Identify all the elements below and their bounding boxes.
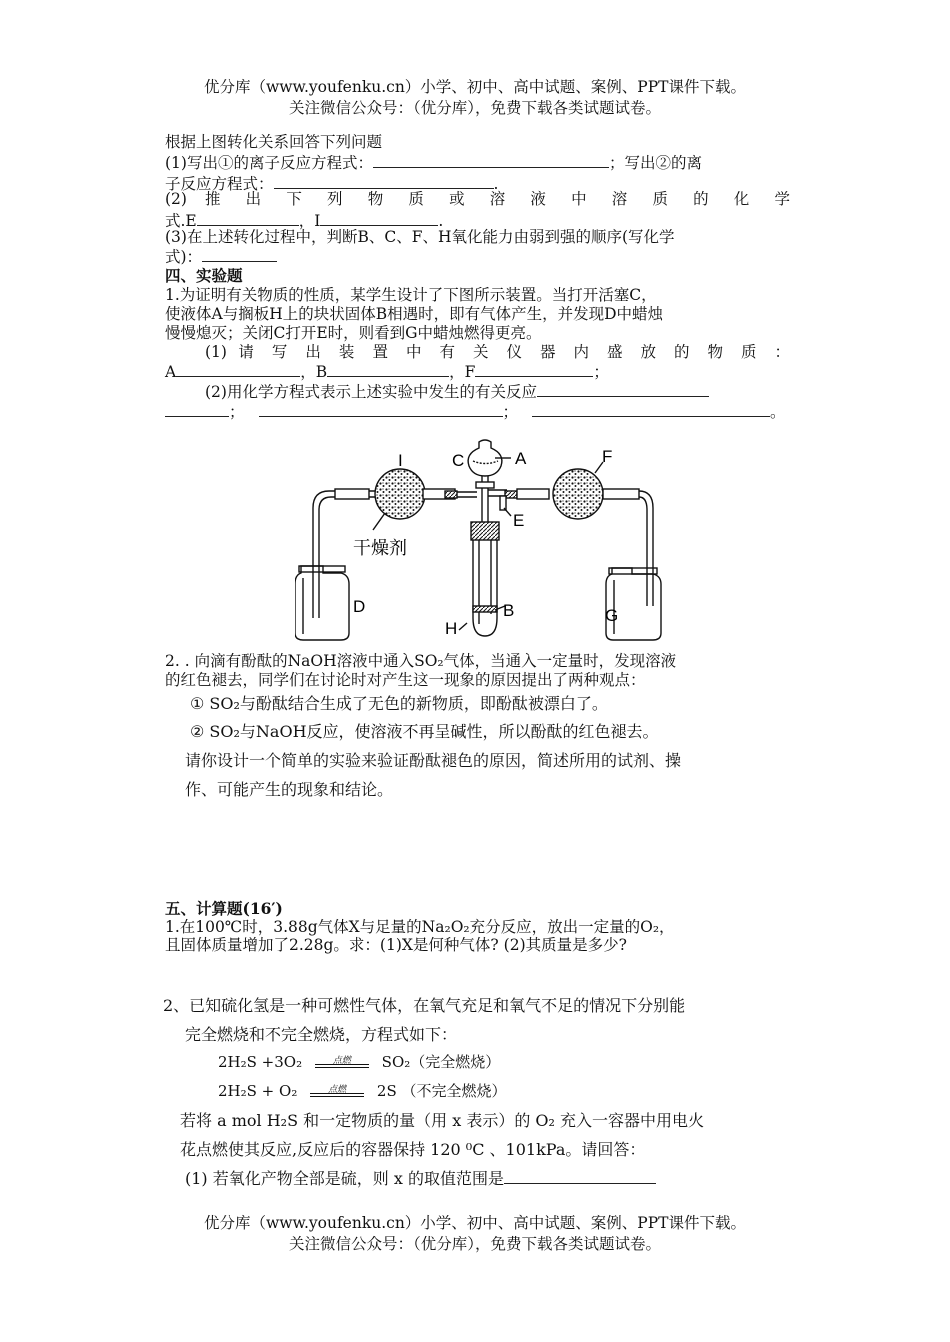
sub1-f-label: ，F xyxy=(449,363,476,381)
part3-q2-line1: (2) 推 出 下 列 物 质 或 溶 液 中 溶 质 的 化 学 xyxy=(165,190,790,208)
eq2-condition: 点燃 xyxy=(328,1085,347,1095)
answer-blank-x-range[interactable] xyxy=(504,1168,656,1184)
equation-2 xyxy=(218,1081,843,1102)
answer-blank-eq1-cont[interactable] xyxy=(165,401,229,417)
part4-p1-line2: 使液体A与搁板H上的块状固体B相遇时，即有气体产生，并发现D中蜡烛 xyxy=(165,305,664,323)
apparatus-diagram xyxy=(295,428,670,643)
part4-sub2-blanks xyxy=(165,401,790,423)
part3-intro: 根据上图转化关系回答下列问题 xyxy=(165,133,383,151)
sub2-sep-2: ； xyxy=(502,403,519,421)
eq2-left: 2H₂S + O₂ xyxy=(218,1082,298,1100)
tube-right xyxy=(639,491,653,606)
eq2-arrow xyxy=(306,1082,368,1102)
eq1-right: SO₂（完全燃烧） xyxy=(381,1053,501,1071)
answer-blank-1[interactable] xyxy=(373,152,609,168)
q1-end: . xyxy=(493,175,499,193)
part3-q1-line1 xyxy=(165,152,790,174)
sub2-sep-1: ； xyxy=(229,403,245,421)
header-line-1: 优分库（www.youfenku.cn）小学、初中、高中试题、案例、PPT课件下载。 xyxy=(203,78,747,96)
answer-blank-3[interactable] xyxy=(202,246,277,262)
label-c: C xyxy=(452,451,465,470)
equation-1 xyxy=(218,1052,843,1073)
label-g: G xyxy=(605,606,619,625)
answer-blank-f[interactable] xyxy=(475,361,593,377)
q3-prompt: 式)： xyxy=(165,248,203,266)
part5-c1-line1: 1.在100℃时，3.88g气体X与足量的Na₂O₂充分反应，放出一定量的O₂， xyxy=(165,918,675,936)
eq1-condition: 点燃 xyxy=(332,1056,351,1066)
part5-c2-line2: 完全燃烧和不完全燃烧，方程式如下： xyxy=(185,1025,458,1044)
answer-blank-eq1[interactable] xyxy=(537,381,709,397)
part4-title: 四、实验题 xyxy=(165,266,243,285)
part4-sub1: (1) 请 写 出 装 置 中 有 关 仪 器 内 盛 放 的 物 质 ： xyxy=(205,343,790,361)
q2-i-label: ，I xyxy=(298,212,321,230)
sub1-b-label: ，B xyxy=(300,363,328,381)
part4-view-2: ② SO₂与NaOH反应，使溶液不再呈碱性，所以酚酞的红色褪去。 xyxy=(190,722,659,741)
part4-q2-line2: 的红色褪去，同学们在讨论时对产生这一现象的原因提出了两种观点： xyxy=(165,671,646,689)
part4-sub2 xyxy=(205,381,790,403)
part5-c2-line4: 花点燃使其反应,反应后的容器保持 120 ⁰C 、101kPa。请回答： xyxy=(180,1140,646,1159)
answer-blank-e[interactable] xyxy=(197,210,299,226)
q1-prompt-3: 子反应方程式： xyxy=(165,175,274,193)
footer-line-2: 关注微信公众号：（优分库），免费下载各类试题试卷。 xyxy=(288,1235,661,1253)
q2-e-label: 式.E xyxy=(165,212,197,230)
part4-view-1: ① SO₂与酚酞结合生成了无色的新物质，即酚酞被漂白了。 xyxy=(190,694,608,713)
label-dryer: 干燥剂 xyxy=(353,538,407,558)
test-tube xyxy=(473,540,497,636)
answer-blank-b[interactable] xyxy=(327,361,449,377)
part5-c2-line3: 若将 a mol H₂S 和一定物质的量（用 x 表示）的 O₂ 充入一容器中用电火 xyxy=(180,1111,705,1130)
c2-q1-prompt: (1) 若氧化产物全部是硫，则 x 的取值范围是 xyxy=(185,1169,504,1188)
part3-q3-line1: (3)在上述转化过程中，判断B、C、F、H氧化能力由弱到强的顺序(写化学 xyxy=(165,228,675,246)
answer-blank-2[interactable] xyxy=(274,173,494,189)
label-d: D xyxy=(353,597,366,616)
label-b: B xyxy=(503,601,515,620)
label-f: F xyxy=(602,447,613,466)
part5-c2-line5 xyxy=(185,1168,810,1189)
label-h: H xyxy=(445,619,458,638)
label-a: A xyxy=(515,449,527,468)
part5-c1-line2: 且固体质量增加了2.28g。求：(1)X是何种气体? (2)其质量是多少? xyxy=(165,936,627,954)
part4-sub1-blanks xyxy=(165,361,790,383)
header-line-2: 关注微信公众号：（优分库），免费下载各类试题试卷。 xyxy=(288,99,661,117)
eq1-arrow xyxy=(311,1053,373,1073)
eq1-left: 2H₂S +3O₂ xyxy=(218,1053,303,1071)
answer-blank-i[interactable] xyxy=(320,210,438,226)
part5-title: 五、计算题(16′) xyxy=(165,899,283,918)
label-e: E xyxy=(513,511,525,530)
eq2-right: 2S （不完全燃烧） xyxy=(376,1082,507,1100)
answer-blank-a[interactable] xyxy=(176,361,300,377)
sub1-a-label: A xyxy=(165,363,177,381)
q1-prompt: (1)写出①的离子反应方程式： xyxy=(165,154,373,172)
part4-ask-1: 请你设计一个简单的实验来验证酚酞褪色的原因，简述所用的试剂、操 xyxy=(185,751,682,770)
part4-p1-line3: 慢慢熄灭；关闭C打开E时，则看到G中蜡烛燃得更亮。 xyxy=(165,324,542,342)
part4-p1-line1: 1.为证明有关物质的性质，某学生设计了下图所示装置。当打开活塞C， xyxy=(165,286,657,304)
answer-blank-eq3[interactable] xyxy=(532,401,770,417)
label-i: I xyxy=(398,451,403,470)
footer-line-1: 优分库（www.youfenku.cn）小学、初中、高中试题、案例、PPT课件下载。 xyxy=(203,1214,747,1232)
q2-end: . xyxy=(438,212,444,230)
sub2-end: 。 xyxy=(770,403,786,421)
q1-prompt-2: ；写出②的离 xyxy=(608,154,702,172)
part4-q2-line1: 2. . 向滴有酚酞的NaOH溶液中通入SO₂气体，当通入一定量时，发现溶液 xyxy=(165,652,677,670)
drying-bulb-i xyxy=(375,469,425,519)
sub2-prompt: (2)用化学方程式表示上述实验中发生的有关反应 xyxy=(205,383,537,401)
answer-blank-eq2[interactable] xyxy=(259,401,503,417)
part5-c2-line1: 2、已知硫化氢是一种可燃性气体，在氧气充足和氧气不足的情况下分别能 xyxy=(163,996,686,1015)
drying-bulb-f xyxy=(553,469,603,519)
sub1-end: ； xyxy=(593,363,609,381)
part4-ask-2: 作、可能产生的现象和结论。 xyxy=(185,780,394,799)
